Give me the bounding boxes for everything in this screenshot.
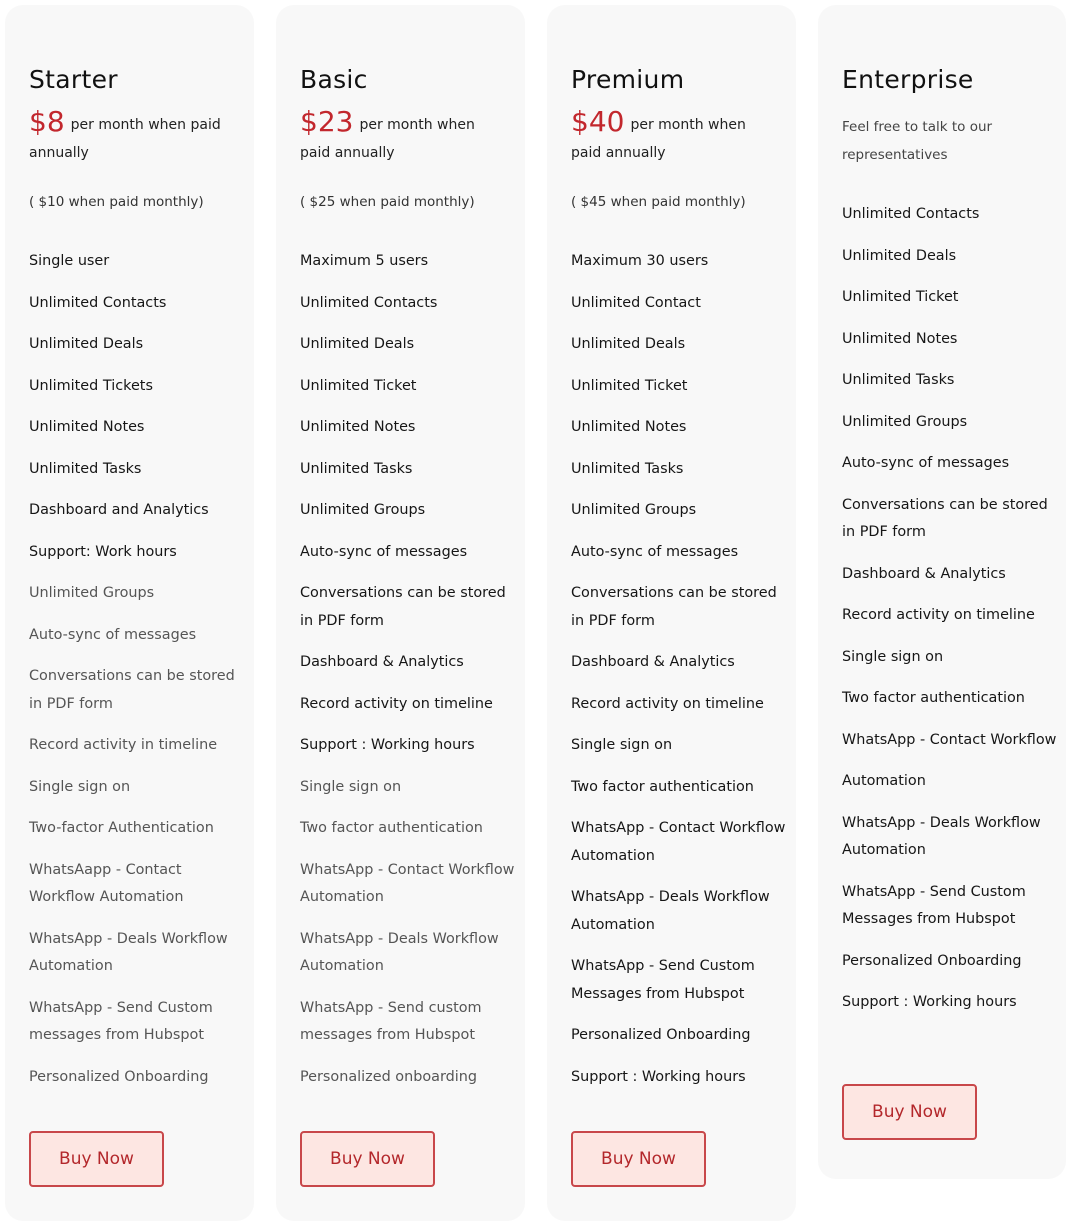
feature-item: Two factor authentication (571, 778, 754, 795)
feature-item: Record activity on timeline (300, 695, 493, 712)
feature-item: Unlimited Ticket (571, 377, 688, 394)
feature-item: Personalized Onboarding (571, 1027, 751, 1043)
feature-item: Maximum 5 users (300, 253, 429, 269)
feature-item-unavailable: WhatsApp - Deals Workflow Automation (29, 930, 228, 974)
feature-item: Unlimited Tasks (571, 460, 684, 477)
monthly-price-note: ( $25 when paid monthly) (300, 194, 475, 210)
feature-item: Unlimited Tasks (300, 460, 413, 477)
feature-item: Unlimited Deals (842, 247, 957, 264)
feature-list (300, 248, 515, 1105)
feature-item-unavailable: Personalized Onboarding (29, 1068, 209, 1085)
feature-item: Auto-sync of messages (842, 455, 1010, 471)
contact-note: Feel free to talk to our representatives (842, 119, 993, 163)
feature-item: Unlimited Tasks (29, 460, 142, 477)
feature-list (842, 201, 1057, 1031)
price-block (571, 105, 776, 167)
feature-item: Conversations can be stored in PDF form (300, 585, 506, 629)
feature-item-unavailable: Personalized onboarding (300, 1068, 478, 1085)
price-suffix: per month when paid annually (571, 117, 746, 161)
feature-item: Support : Working hours (842, 994, 1017, 1010)
plan-card-basic (276, 5, 525, 1221)
feature-item: Unlimited Contacts (300, 294, 438, 311)
feature-item: WhatsApp - Contact Workflow Automation (571, 820, 786, 864)
price-block (300, 105, 505, 167)
feature-item: Dashboard & Analytics (571, 654, 735, 670)
feature-item: Dashboard & Analytics (842, 565, 1006, 582)
feature-item: Unlimited Notes (29, 419, 145, 435)
price-suffix: per month when paid annually (300, 117, 475, 161)
feature-item: Auto-sync of messages (300, 543, 468, 560)
feature-item: Unlimited Contact (571, 294, 701, 311)
feature-item: Unlimited Contacts (842, 206, 980, 222)
feature-item: Unlimited Groups (571, 502, 697, 518)
feature-item-unavailable: WhatsApp - Send Custom messages from Hubspot (29, 999, 213, 1043)
feature-item: WhatsApp - Deals Workflow Automation (842, 814, 1041, 858)
plan-price: $40 (571, 105, 625, 138)
feature-item: Record activity on timeline (842, 607, 1035, 623)
feature-item-unavailable: Single sign on (300, 778, 402, 795)
feature-item-unavailable: Auto-sync of messages (29, 626, 197, 643)
feature-item-unavailable: Two-factor Authentication (29, 820, 214, 836)
feature-item: Unlimited Notes (842, 330, 958, 347)
feature-item: Personalized Onboarding (842, 952, 1022, 969)
feature-item: Unlimited Notes (571, 419, 687, 435)
feature-item: WhatsApp - Deals Workflow Automation (571, 889, 770, 933)
feature-item: Unlimited Deals (300, 336, 415, 352)
monthly-price-note: ( $45 when paid monthly) (571, 194, 746, 210)
feature-item: Dashboard & Analytics (300, 654, 464, 670)
feature-item: Automation (842, 773, 926, 789)
feature-item: Unlimited Contacts (29, 294, 167, 311)
feature-item-unavailable: WhatsAapp - Contact Workflow Automation (29, 861, 184, 905)
feature-item: Unlimited Groups (842, 413, 968, 430)
feature-item: Conversations can be stored in PDF form (571, 585, 777, 629)
plan-title: Enterprise (842, 65, 974, 94)
feature-item: Record activity on timeline (571, 695, 764, 712)
feature-item-unavailable: Two factor authentication (300, 820, 483, 836)
plan-title: Starter (29, 65, 118, 94)
feature-item: Unlimited Tickets (29, 377, 153, 394)
feature-item: Single sign on (842, 648, 944, 665)
feature-item-unavailable: Record activity in timeline (29, 737, 218, 753)
feature-item: WhatsApp - Send Custom Messages from Hubspot (571, 958, 755, 1002)
feature-item: Two factor authentication (842, 690, 1025, 706)
feature-item-unavailable: WhatsApp - Deals Workflow Automation (300, 930, 499, 974)
plan-price: $23 (300, 105, 354, 138)
plan-title: Basic (300, 65, 368, 94)
feature-item: Support: Work hours (29, 543, 177, 560)
feature-item: Unlimited Ticket (300, 377, 417, 394)
feature-item-unavailable: Single sign on (29, 778, 131, 795)
feature-item: Conversations can be stored in PDF form (842, 496, 1048, 540)
feature-item: WhatsApp - Send Custom Messages from Hubspot (842, 883, 1026, 927)
buy-now-button-basic[interactable]: Buy Now (300, 1131, 435, 1187)
feature-item: Unlimited Ticket (842, 289, 959, 305)
buy-now-button-enterprise[interactable]: Buy Now (842, 1084, 977, 1140)
feature-item: Single sign on (571, 737, 673, 753)
feature-item: Unlimited Tasks (842, 372, 955, 388)
plan-card-premium (547, 5, 796, 1221)
feature-item: Auto-sync of messages (571, 543, 739, 560)
buy-now-button-premium[interactable]: Buy Now (571, 1131, 706, 1187)
feature-item: Support : Working hours (571, 1068, 746, 1085)
feature-list (29, 248, 244, 1105)
feature-item-unavailable: Conversations can be stored in PDF form (29, 668, 235, 712)
feature-item-unavailable: Unlimited Groups (29, 585, 155, 601)
price-suffix: per month when paid annually (29, 117, 221, 161)
feature-item: Single user (29, 253, 110, 269)
price-block (29, 105, 234, 167)
feature-item: Unlimited Notes (300, 419, 416, 435)
feature-item: Unlimited Deals (571, 336, 686, 352)
monthly-price-note: ( $10 when paid monthly) (29, 194, 204, 210)
feature-item: Unlimited Groups (300, 502, 426, 518)
feature-item: Support : Working hours (300, 737, 475, 753)
plan-card-starter (5, 5, 254, 1221)
feature-list (571, 248, 786, 1105)
feature-item: WhatsApp - Contact Workflow (842, 731, 1057, 748)
plan-title: Premium (571, 65, 685, 94)
feature-item: Maximum 30 users (571, 253, 709, 269)
feature-item: Dashboard and Analytics (29, 502, 209, 518)
feature-item: Unlimited Deals (29, 336, 144, 352)
feature-item-unavailable: WhatsApp - Contact Workflow Automation (300, 861, 515, 905)
buy-now-button-starter[interactable]: Buy Now (29, 1131, 164, 1187)
plan-price: $8 (29, 105, 65, 138)
feature-item-unavailable: WhatsApp - Send custom messages from Hubspot (300, 999, 482, 1043)
plan-card-enterprise (818, 5, 1066, 1179)
